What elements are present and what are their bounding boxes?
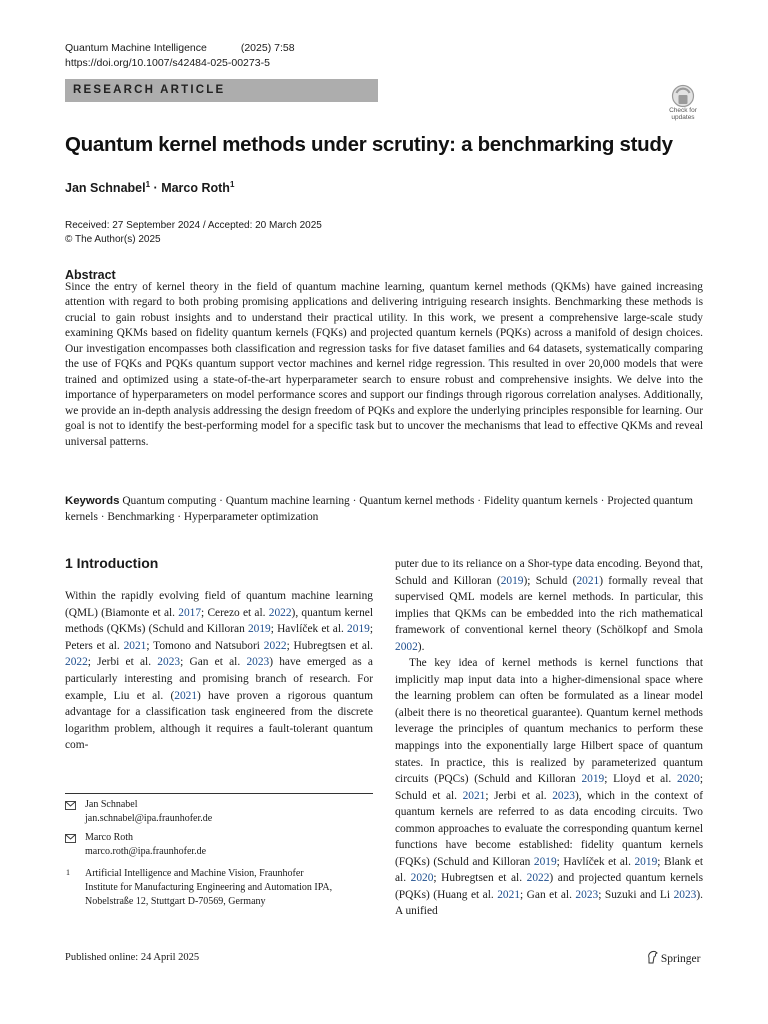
body-text: ; Lloyd et al. — [604, 773, 678, 786]
body-text: ). A unified — [395, 888, 703, 918]
check-for-updates-badge[interactable] — [664, 84, 702, 124]
body-text: puter due to its reliance on a Shor-type data encoding. Beyond that, Schuld and Killoran ( — [395, 558, 703, 587]
body-text: ; Hubregtsen et al. — [286, 639, 373, 652]
keywords-text: Quantum computing · Quantum machine learning · Quantum kernel methods · Fidelity quantum kernels · Projected quantum kernels · Benchmarking · Hyperparameter optimization — [65, 495, 693, 523]
author-email-link[interactable]: jan.schnabel@ipa.fraunhofer.de — [85, 813, 213, 824]
intro-left-column — [65, 588, 373, 754]
body-text: ; Suzuki and Li — [598, 888, 674, 901]
body-text: ; Schuld et al. — [395, 773, 703, 802]
citation-link[interactable]: 2023 — [246, 656, 270, 669]
footnote-author-name: Marco Roth — [85, 832, 134, 843]
citation-link[interactable]: 2022 — [268, 606, 292, 619]
body-text: ; Blank et al. — [395, 855, 703, 885]
section-heading: 1 Introduction — [65, 555, 159, 571]
citation-link[interactable]: 2019 — [247, 623, 271, 636]
body-text: ), quantum kernel methods (QKMs) (Schuld and Killoran — [65, 606, 373, 636]
citation-link[interactable]: 2023 — [575, 888, 599, 901]
body-text: ; Havlíček et al. — [270, 623, 348, 636]
envelope-icon — [65, 834, 76, 843]
affiliation-line: Institute for Manufacturing Engineering and Automation IPA, — [85, 882, 333, 893]
citation-link[interactable]: 2019 — [634, 855, 658, 868]
doi-link[interactable]: https://doi.org/10.1007/s42484-025-00273-5 — [65, 57, 270, 69]
citation-link[interactable]: 2019 — [500, 574, 524, 587]
check-badge-line2: updates — [671, 114, 695, 121]
publisher-name: Springer — [660, 953, 701, 965]
check-badge-line1: Check for — [669, 107, 697, 114]
abstract-heading: Abstract — [65, 268, 116, 282]
body-text: ) and projected quantum kernels (PQKs) (Huang et al. — [395, 872, 704, 901]
body-text: ; Havlíček et al. — [556, 855, 635, 868]
citation-link[interactable]: 2021 — [174, 689, 198, 702]
citation-link[interactable]: 2022 — [526, 872, 550, 885]
footnote-author — [85, 798, 212, 826]
citation-link[interactable]: 2023 — [552, 789, 575, 802]
author-name[interactable]: Marco Roth — [161, 181, 230, 195]
body-text: ). — [417, 640, 425, 653]
abstract-text: Since the entry of kernel theory in the field of quantum machine learning, quantum kernel methods (QKMs) have gained increasing attention with regard to both probing promising applications and delivering intriguing research insights. Benchmarking these methods is crucial to gain robust insights and to understand their practical utility. In this work, we present a comprehensive large-scale study examining QKMs based on fidelity quantum kernels (FQKs) and projected quantum kernels (PQKs) across a manifold of design choices. Our investigation encompasses both classification and regression tasks for five dataset families and 64 datasets, systematically comparing the use of FQKs and PQKs quantum support vector machines and kernel ridge regression. This resulted in over 20,000 models that were trained and optimized using a state-of-the-art hyperparameter search to ensure robust and comprehensive insights. We delve into the importance of hyperparameters on model performance scores and support our findings through rigorous correlation analyses. Additionally, we provide an in-depth analysis addressing the design freedom of PQKs and explore the underlying principles responsible for learning. Our goal is not to identify the best-performing model for a specific task but to uncover the mechanisms that lead to effective QKMs and reveal universal patterns. — [65, 281, 703, 448]
body-text: ; Tomono and Natsubori — [146, 639, 264, 652]
body-text: Within the rapidly evolving field of quantum machine learning (QML) (Biamonte et al. — [65, 590, 373, 619]
keywords-label: Keywords — [65, 495, 120, 507]
citation-link[interactable]: 2021 — [123, 639, 147, 652]
body-text: ) have proven a rigorous quantum advantage for a classification task engineered from the discrete logarithm problem, although it requires a fault-tolerant quantum com- — [65, 689, 373, 752]
received-accepted-dates: Received: 27 September 2024 / Accepted: 20 March 2025 — [65, 220, 322, 231]
copyright-line: © The Author(s) 2025 — [65, 234, 161, 245]
citation-link[interactable]: 2021 — [462, 789, 486, 802]
citation-link[interactable]: 2021 — [576, 574, 600, 587]
body-text: ; Jerbi et al. — [87, 656, 158, 669]
author-name[interactable]: Jan Schnabel — [65, 181, 146, 195]
author-email-link[interactable]: marco.roth@ipa.fraunhofer.de — [85, 846, 207, 857]
paragraph — [395, 655, 703, 920]
affiliation — [85, 867, 332, 909]
citation-link[interactable]: 2023 — [673, 888, 697, 901]
body-text: ; Gan et al. — [180, 656, 247, 669]
body-text: ; Hubregtsen et al. — [433, 872, 527, 885]
body-text: ) formally reveal that supervised QML models are kernel methods. In particular, this implies that QKMs can be embedded into the rich mathematical framework of conventional kernel theory (Schölkopf and Smola — [395, 574, 703, 637]
author-affiliation-mark: 1 — [229, 180, 235, 189]
footnote-divider — [65, 793, 373, 794]
footnote-author — [85, 831, 206, 859]
citation-link[interactable]: 2019 — [533, 855, 557, 868]
body-text: ; Peters et al. — [65, 623, 373, 652]
body-text: The key idea of kernel methods is kernel functions that implicitly map input data into a higher-dimensional space where the learning problem can often be formulated as a linear model (albeit there is no theoretical guarantee). Quantum kernel methods leverage the principles of quantum mechanics to perform these mappings into the exponentially large Hilbert space of quantum states. In practice, this is realized by parameterized quantum circuits (PQCs) (Schuld and Killoran — [395, 657, 703, 786]
footnote-author-name: Jan Schnabel — [85, 799, 138, 810]
body-text: ); Schuld ( — [523, 574, 577, 587]
journal-issue: (2025) 7:58 — [240, 42, 295, 54]
paper-title: Quantum kernel methods under scrutiny: a benchmarking study — [65, 133, 673, 156]
body-text: ; Cerezo et al. — [201, 606, 269, 619]
citation-link[interactable]: 2020 — [410, 872, 434, 885]
paragraph — [395, 556, 703, 655]
author-separator: · — [153, 181, 158, 195]
article-type-banner: RESEARCH ARTICLE — [65, 79, 378, 102]
citation-link[interactable]: 2023 — [157, 656, 181, 669]
intro-right-column — [395, 556, 703, 920]
springer-horse-icon — [647, 950, 658, 964]
citation-link[interactable]: 2022 — [263, 639, 287, 652]
body-text: ) have emerged as a particularly interesting and promising branch of research. For example, Liu et al. ( — [65, 656, 373, 702]
citation-link[interactable]: 2019 — [581, 773, 605, 786]
citation-link[interactable]: 2020 — [677, 773, 700, 786]
affiliation-number: 1 — [66, 868, 70, 877]
check-updates-icon — [664, 84, 702, 108]
citation-link[interactable]: 2017 — [178, 606, 202, 619]
body-text: ; Jerbi et al. — [485, 789, 553, 802]
published-online-date: Published online: 24 April 2025 — [65, 952, 200, 963]
journal-name: Quantum Machine Intelligence — [65, 42, 207, 54]
affiliation-line: Artificial Intelligence and Machine Vision, Fraunhofer — [85, 868, 304, 879]
envelope-icon — [65, 801, 76, 810]
citation-link[interactable]: 2019 — [347, 623, 370, 636]
author-list — [65, 180, 234, 195]
citation-link[interactable]: 2022 — [65, 656, 88, 669]
citation-link[interactable]: 2002 — [395, 640, 418, 653]
citation-link[interactable]: 2021 — [497, 888, 521, 901]
body-text: ), which in the context of quantum kernels are referred to as data encoding circuits. Two common approaches to evaluate the corresponding quantum kernel functions have become established: fidelity quantum kernels (FQKs) (Schuld and Killoran — [395, 789, 703, 868]
journal-header — [65, 41, 295, 55]
article-dates — [65, 219, 322, 247]
body-text: ; Gan et al. — [520, 888, 576, 901]
affiliation-line: Nobelstraße 12, Stuttgart D-70569, Germany — [85, 896, 266, 907]
publisher-logo — [647, 950, 700, 965]
author-affiliation-mark: 1 — [145, 180, 151, 189]
keywords — [65, 493, 703, 525]
